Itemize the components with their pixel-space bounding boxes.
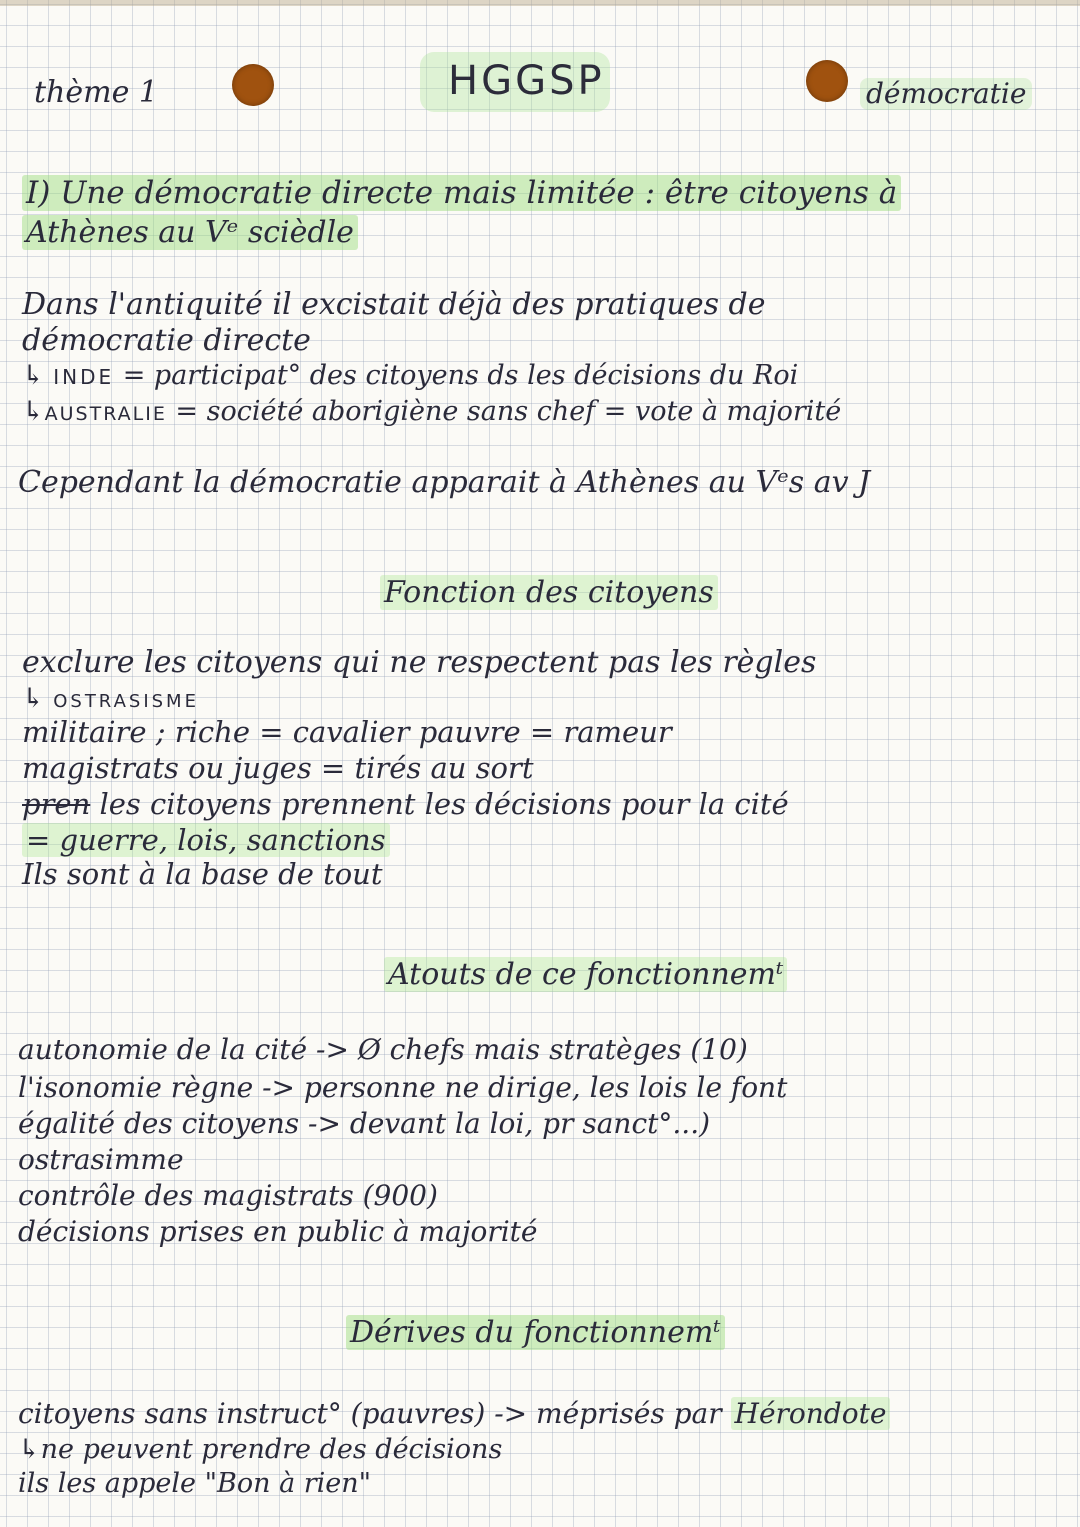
punch-hole-left bbox=[232, 64, 274, 106]
fonction-line4: magistrats ou juges = tirés au sort bbox=[22, 751, 534, 785]
atouts-item: contrôle des magistrats (900) bbox=[18, 1179, 438, 1212]
atouts-item: égalité des citoyens -> devant la loi, pr sanct°...) bbox=[18, 1107, 711, 1140]
ostrasisme-row: ↳ OSTRASISME bbox=[22, 683, 199, 714]
fonction-line5: pren les citoyens prennent les décisions pour la cité bbox=[22, 787, 789, 821]
fonction-line1: exclure les citoyens qui ne respectent pas les règles bbox=[22, 645, 817, 680]
derives-heading: Dérives du fonctionnemᵗ bbox=[346, 1318, 725, 1348]
derives-line3: ils les appele "Bon à rien" bbox=[18, 1468, 372, 1499]
atouts-item: autonomie de la cité -> Ø chefs mais stratèges (10) bbox=[18, 1033, 748, 1066]
atouts-heading: Atouts de ce fonctionnemᵗ bbox=[384, 960, 787, 990]
arrow-icon: ↳ bbox=[22, 683, 54, 714]
fonction-line7: Ils sont à la base de tout bbox=[22, 857, 383, 891]
arrow-icon: ↳ bbox=[22, 360, 54, 391]
derives-line2: ↳ne peuvent prendre des décisions bbox=[18, 1434, 503, 1465]
inde-row: ↳ INDE = participat° des citoyens ds les décisions du Roi bbox=[22, 360, 799, 391]
topic-label: démocratie bbox=[860, 78, 1032, 110]
fonction-line6: = guerre, lois, sanctions bbox=[22, 826, 390, 855]
arrow-icon: ↳ bbox=[18, 1434, 41, 1465]
struck-word: pren bbox=[22, 787, 91, 821]
theme-label: thème 1 bbox=[34, 75, 158, 110]
section-heading-line1: I) Une démocratie directe mais limitée : être citoyens à bbox=[22, 178, 901, 209]
intro-line1: Dans l'antiquité il excistait déjà des pratiques de bbox=[22, 287, 766, 322]
section-heading-line2: Athènes au Vᵉ scièdle bbox=[22, 218, 358, 248]
atouts-item: décisions prises en public à majorité bbox=[18, 1215, 538, 1248]
derives-line1: citoyens sans instruct° (pauvres) -> méprisés par Hérondote bbox=[18, 1400, 890, 1428]
atouts-item: ostrasimme bbox=[18, 1143, 184, 1176]
fonction-line3: militaire ; riche = cavalier pauvre = rameur bbox=[22, 715, 672, 749]
punch-hole-right bbox=[806, 60, 848, 102]
cependant-line: Cependant la démocratie apparait à Athènes au Vᵉs av J bbox=[18, 465, 871, 500]
page-top-edge bbox=[0, 0, 1080, 6]
fonction-heading: Fonction des citoyens bbox=[380, 578, 718, 608]
australie-row: ↳AUSTRALIE = société aborigiène sans chef = vote à majorité bbox=[22, 396, 842, 427]
intro-line2: démocratie directe bbox=[22, 323, 311, 358]
atouts-item: l'isonomie règne -> personne ne dirige, les lois le font bbox=[18, 1071, 788, 1104]
page-title: HGGSP bbox=[448, 58, 605, 104]
arrow-icon: ↳ bbox=[22, 396, 45, 427]
